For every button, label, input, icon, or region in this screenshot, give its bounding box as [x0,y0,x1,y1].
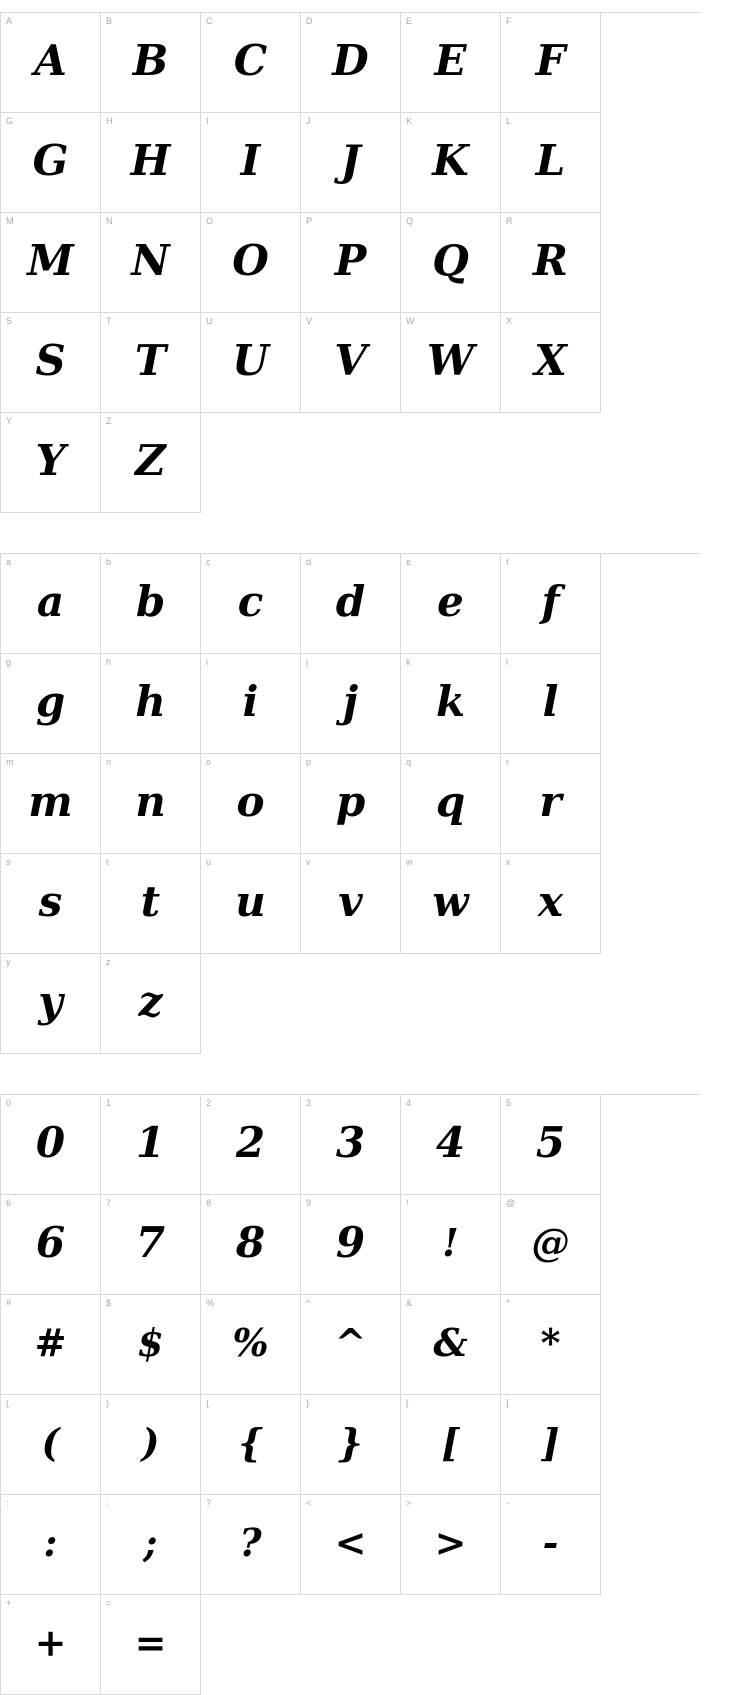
glyph-cell[interactable] [401,1495,501,1595]
grid-block-digits-and-symbols [0,1094,700,1695]
glyph-cell[interactable] [1,654,101,754]
glyph-cell-tag: ] [506,1398,509,1408]
glyph-cell-character: k [435,677,466,726]
glyph-cell[interactable] [201,1395,301,1495]
glyph-cell-tag: 0 [6,1098,12,1108]
glyph-cell[interactable] [501,1395,601,1495]
glyph-cell-character: K [432,136,469,185]
glyph-cell-character: L [535,136,566,185]
glyph-cell-tag: % [206,1298,215,1308]
glyph-cell-tag: ( [6,1398,9,1408]
glyph-cell[interactable] [401,113,501,213]
glyph-cell-character: F [535,36,566,85]
glyph-cell-character: M [27,236,74,285]
glyph-cell-character: x [537,877,564,926]
glyph-cell-character: H [130,136,171,185]
glyph-cell[interactable] [301,1495,401,1595]
glyph-cell-tag: J [306,116,311,126]
glyph-cell[interactable] [1,113,101,213]
glyph-cell[interactable] [101,754,201,854]
glyph-cell-empty [401,1595,501,1695]
glyph-cell-tag: D [306,16,313,26]
glyph-cell-tag: 6 [6,1198,12,1208]
glyph-cell-tag: v [306,857,311,867]
glyph-cell[interactable] [401,13,501,113]
glyph-cell-character: 5 [535,1118,566,1167]
glyph-cell-character: S [35,336,66,385]
glyph-cell-tag: c [206,557,211,567]
glyph-cell[interactable] [201,213,301,313]
grid-block-uppercase [0,12,700,513]
glyph-cell-character: n [135,777,166,826]
glyph-cell-tag: z [106,957,111,967]
grid-block-lowercase [0,553,700,1054]
glyph-cell[interactable] [301,13,401,113]
glyph-cell-tag: R [506,216,513,226]
glyph-cell[interactable] [501,1495,601,1595]
glyph-cell-character: s [38,877,63,926]
glyph-cell-tag: w [406,857,413,867]
glyph-cell-tag: - [506,1498,509,1508]
glyph-cell-character: % [232,1320,269,1365]
glyph-cell[interactable] [401,754,501,854]
glyph-cell-character: ] [541,1420,560,1465]
glyph-cell-character: Y [35,436,66,485]
glyph-cell-character: Z [135,436,166,485]
glyph-cell[interactable] [1,413,101,513]
glyph-cell-tag: e [406,557,412,567]
glyph-cell-character: 0 [35,1118,66,1167]
glyph-cell-character: o [236,777,265,826]
glyph-cell-tag: q [406,757,412,767]
glyph-cell[interactable] [101,1495,201,1595]
glyph-cell[interactable] [1,954,101,1054]
glyph-cell[interactable] [1,1095,101,1195]
glyph-cell[interactable] [201,1195,301,1295]
glyph-cell-character: C [233,36,268,85]
glyph-cell-character: > [434,1520,467,1565]
glyph-cell-tag: M [6,216,14,226]
glyph-cell-tag: C [206,16,213,26]
glyph-cell-empty [201,954,301,1054]
glyph-cell-tag: X [506,316,513,326]
glyph-cell-character: w [432,877,469,926]
glyph-cell[interactable] [101,554,201,654]
glyph-cell[interactable] [301,1095,401,1195]
glyph-cell-character: N [131,236,170,285]
glyph-cell[interactable] [401,1195,501,1295]
glyph-cell-character: [ [441,1420,460,1465]
glyph-cell-character: ) [141,1420,160,1465]
glyph-cell-tag: # [6,1298,12,1308]
glyph-cell-tag: F [506,16,512,26]
glyph-cell-character: G [32,136,69,185]
glyph-cell-character: & [433,1320,468,1365]
glyph-cell-tag: = [106,1598,112,1608]
glyph-cell-tag: N [106,216,113,226]
glyph-cell[interactable] [501,113,601,213]
glyph-cell-tag: 3 [306,1098,312,1108]
glyph-cell-character: d [335,577,366,626]
glyph-cell-tag: 9 [306,1198,312,1208]
glyph-cell-character: h [135,677,166,726]
glyph-cell[interactable] [401,213,501,313]
glyph-cell-character: e [437,577,464,626]
glyph-cell-tag: r [506,757,509,767]
glyph-cell-character: 4 [435,1118,466,1167]
glyph-cell-tag: ; [106,1498,109,1508]
glyph-cell[interactable] [101,654,201,754]
glyph-cell[interactable] [201,554,301,654]
glyph-cell-tag: * [506,1298,510,1308]
glyph-cell-tag: > [406,1498,412,1508]
glyph-cell-character: E [434,36,467,85]
glyph-cell-tag: x [506,857,511,867]
glyph-cell-tag: A [6,16,13,26]
glyph-cell[interactable] [401,1395,501,1495]
glyph-cell[interactable] [101,1095,201,1195]
glyph-cell[interactable] [201,1295,301,1395]
glyph-cell[interactable] [201,13,301,113]
glyph-cell-tag: U [206,316,213,326]
glyph-cell[interactable] [101,13,201,113]
glyph-cell-character: R [533,236,568,285]
glyph-cell-tag: W [406,316,415,326]
glyph-cell-tag: n [106,757,112,767]
glyph-cell[interactable] [201,1095,301,1195]
glyph-cell[interactable] [101,213,201,313]
glyph-cell-tag: h [106,657,112,667]
glyph-cell-character: p [335,777,366,826]
glyph-cell[interactable] [501,854,601,954]
glyph-cell-tag: 8 [206,1198,212,1208]
glyph-cell[interactable] [301,1395,401,1495]
glyph-cell[interactable] [201,313,301,413]
glyph-cell-character: } [338,1420,363,1465]
glyph-cell-character: J [340,136,361,185]
top-spacer [0,0,700,12]
glyph-cell-tag: 4 [406,1098,412,1108]
glyph-cell-tag: O [206,216,214,226]
glyph-cell-character: 6 [35,1218,66,1267]
glyph-cell-tag: m [6,757,14,767]
glyph-cell-tag: j [306,657,308,667]
glyph-cell[interactable] [301,1295,401,1395]
glyph-cell-tag: ) [106,1398,109,1408]
glyph-cell-character: + [34,1620,67,1665]
glyph-cell-tag: $ [106,1298,112,1308]
glyph-cell-character: f [541,577,560,626]
glyph-cell-tag: H [106,116,113,126]
glyph-cell-tag: L [506,116,512,126]
glyph-cell[interactable] [501,1095,601,1195]
glyph-cell-tag: E [406,16,413,26]
glyph-cell-character: V [334,336,367,385]
glyph-cell-character: ; [143,1520,158,1565]
glyph-cell-character: W [426,336,475,385]
glyph-cell[interactable] [401,854,501,954]
glyph-cell[interactable] [301,1195,401,1295]
glyph-cell[interactable] [1,213,101,313]
glyph-cell[interactable] [1,13,101,113]
glyph-cell-character: U [232,336,269,385]
glyph-cell-character: - [542,1520,559,1565]
glyph-cell-character: 3 [335,1118,366,1167]
glyph-cell[interactable] [301,754,401,854]
glyph-cell-character: r [539,777,562,826]
glyph-cell-character: # [34,1320,67,1365]
glyph-cell-tag: s [6,857,11,867]
glyph-cell-tag: ! [406,1198,409,1208]
glyph-cell-character: a [36,577,65,626]
glyph-cell-tag: k [406,657,411,667]
glyph-cell-character: ! [442,1220,459,1265]
glyph-cell-character: Q [432,236,469,285]
glyph-cell-character: = [134,1620,167,1665]
glyph-cell-tag: ^ [306,1298,311,1308]
glyph-cell-character: : [43,1520,58,1565]
glyph-cell-tag: 5 [506,1098,512,1108]
glyph-cell-character: 8 [235,1218,266,1267]
glyph-cell-character: i [242,677,259,726]
glyph-cell-tag: i [206,657,208,667]
glyph-cell-character: O [232,236,269,285]
glyph-cell-character: v [338,877,363,926]
glyph-cell-tag: P [306,216,313,226]
glyph-cell[interactable] [101,1395,201,1495]
glyph-cell-tag: o [206,757,212,767]
glyph-cell-tag: } [306,1398,310,1408]
glyph-cell-tag: 7 [106,1198,112,1208]
glyph-cell-tag: [ [406,1398,409,1408]
glyph-cell[interactable] [1,1395,101,1495]
glyph-cell-tag: G [6,116,14,126]
glyph-cell[interactable] [401,1095,501,1195]
glyph-cell-tag: V [306,316,313,326]
glyph-cell-character: g [35,677,66,726]
glyph-cell[interactable] [401,313,501,413]
glyph-cell[interactable] [301,313,401,413]
glyph-cell-character: ( [41,1420,60,1465]
glyph-cell[interactable] [101,313,201,413]
glyph-cell-character: @ [531,1220,570,1265]
glyph-cell-tag: T [106,316,112,326]
glyph-cell[interactable] [201,1495,301,1595]
glyph-cell-tag: ? [206,1498,212,1508]
glyph-cell[interactable] [101,954,201,1054]
glyph-cell-character: 9 [335,1218,366,1267]
glyph-cell-character: c [237,577,264,626]
glyph-cell-character: < [334,1520,367,1565]
glyph-cell-character: $ [137,1320,164,1365]
glyph-cell-character: X [534,336,567,385]
glyph-cell-tag: Z [106,416,112,426]
glyph-cell[interactable] [301,554,401,654]
glyph-cell[interactable] [101,1595,201,1695]
glyph-cell[interactable] [1,1195,101,1295]
glyph-cell-tag: B [106,16,113,26]
glyph-cell-tag: l [506,657,508,667]
glyph-cell-tag: < [306,1498,312,1508]
glyph-cell[interactable] [1,1495,101,1595]
glyph-cell[interactable] [201,854,301,954]
glyph-cell[interactable] [101,113,201,213]
glyph-cell[interactable] [401,1295,501,1395]
glyph-cell-character: 1 [135,1118,166,1167]
glyph-cell[interactable] [1,1295,101,1395]
glyph-cell-character: b [135,577,166,626]
glyph-cell-character: u [235,877,266,926]
glyph-cell[interactable] [201,113,301,213]
glyph-cell-character: { [238,1420,263,1465]
glyph-cell[interactable] [501,754,601,854]
glyph-cell-character: I [240,136,261,185]
glyph-cell-tag: + [6,1598,12,1608]
glyph-cell[interactable] [401,654,501,754]
glyph-cell[interactable] [1,554,101,654]
glyph-cell-character: z [138,977,163,1026]
glyph-cell-character: t [140,877,161,926]
glyph-cell-tag: a [6,557,12,567]
glyph-cell-tag: Q [406,216,414,226]
glyph-cell-character: A [34,36,67,85]
glyph-cell-empty [301,954,401,1054]
glyph-cell[interactable] [201,754,301,854]
glyph-cell-tag: f [506,557,509,567]
glyph-cell-tag: d [306,557,312,567]
glyph-cell[interactable] [101,1295,201,1395]
glyph-cell-empty [301,1595,401,1695]
block-spacer [0,513,700,553]
glyph-cell[interactable] [1,1595,101,1695]
glyph-cell[interactable] [501,313,601,413]
glyph-cell-tag: : [6,1498,9,1508]
glyph-cell-character: ^ [334,1320,367,1365]
glyph-cell[interactable] [201,654,301,754]
glyph-cell-empty [201,1595,301,1695]
glyph-cell[interactable] [101,413,201,513]
glyph-cell-character: B [132,36,169,85]
glyph-cell-empty [201,413,301,513]
glyph-cell[interactable] [1,754,101,854]
glyph-cell[interactable] [1,854,101,954]
glyph-cell[interactable] [301,654,401,754]
glyph-cell[interactable] [501,1295,601,1395]
glyph-cell[interactable] [401,554,501,654]
glyph-cell-tag: p [306,757,312,767]
glyph-cell[interactable] [501,554,601,654]
glyph-cell[interactable] [101,854,201,954]
glyph-cell-character: j [342,677,359,726]
glyph-cell-tag: S [6,316,13,326]
glyph-cell-tag: K [406,116,413,126]
glyph-cell[interactable] [501,213,601,313]
glyph-cell-character: T [134,336,167,385]
glyph-cell-character: y [38,977,63,1026]
glyph-cell-tag: b [106,557,112,567]
glyph-cell[interactable] [501,13,601,113]
glyph-cell-tag: g [6,657,12,667]
glyph-cell-tag: & [406,1298,413,1308]
glyph-cell[interactable] [301,854,401,954]
glyph-cell-character: q [435,777,466,826]
glyph-cell-tag: y [6,957,11,967]
block-spacer [0,1054,700,1094]
glyph-cell-character: D [332,36,369,85]
glyph-cell-character: * [540,1320,561,1365]
glyph-cell-character: m [28,777,73,826]
glyph-cell[interactable] [301,213,401,313]
glyph-cell-character: 2 [235,1118,266,1167]
glyph-cell-empty [301,413,401,513]
glyph-cell-tag: Y [6,416,13,426]
glyph-cell-character: ? [239,1520,262,1565]
glyph-cell[interactable] [501,1195,601,1295]
glyph-cell[interactable] [501,654,601,754]
glyph-cell-character: 7 [135,1218,166,1267]
glyph-cell[interactable] [101,1195,201,1295]
glyph-cell-tag: @ [506,1198,516,1208]
glyph-cell-tag: 2 [206,1098,212,1108]
glyph-cell-tag: t [106,857,109,867]
character-blocks [0,12,740,1695]
glyph-cell-character: P [334,236,367,285]
glyph-cell-tag: { [206,1398,210,1408]
glyph-cell[interactable] [301,113,401,213]
glyph-cell-tag: 1 [106,1098,112,1108]
glyph-cell-tag: I [206,116,209,126]
glyph-cell-tag: u [206,857,212,867]
glyph-cell[interactable] [1,313,101,413]
glyph-cell-character: l [542,677,559,726]
